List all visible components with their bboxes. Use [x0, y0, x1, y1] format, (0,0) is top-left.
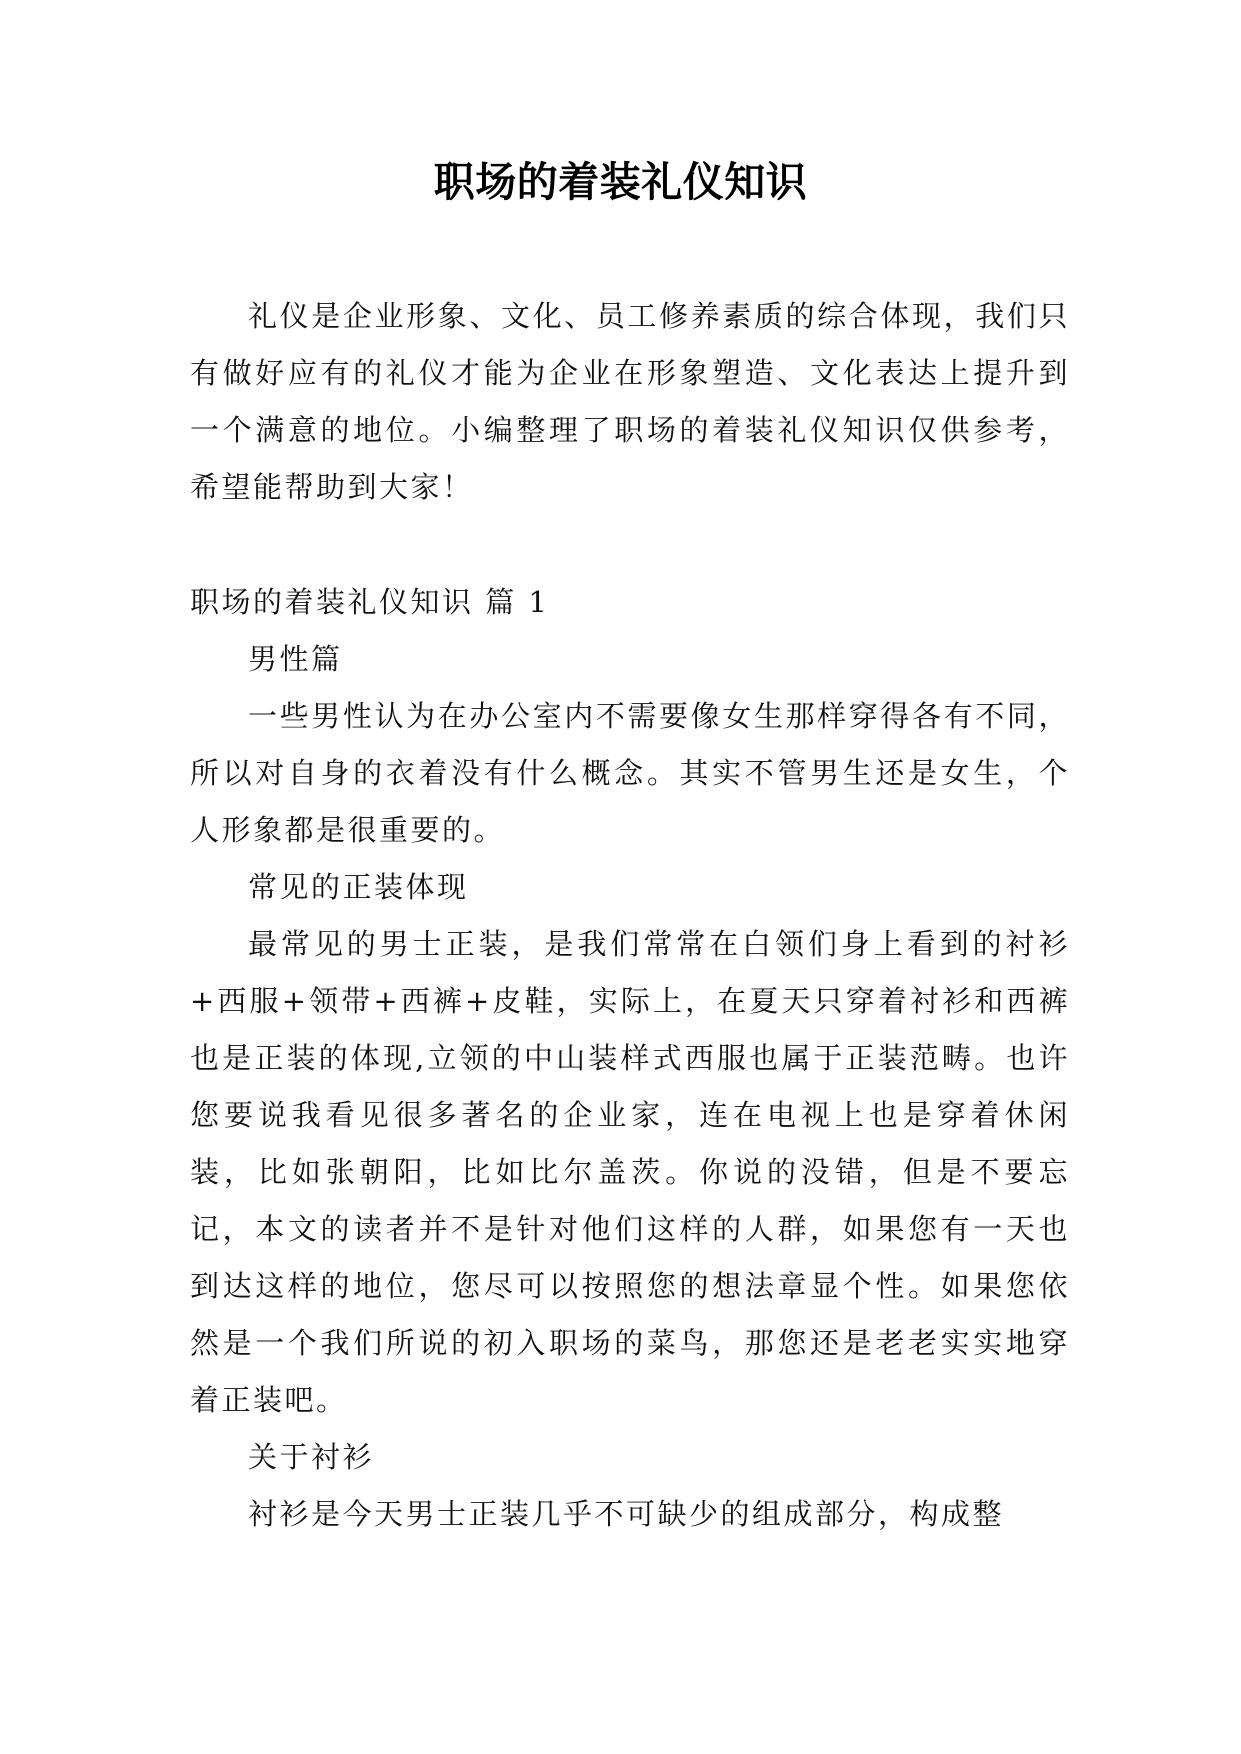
intro-paragraph: 礼仪是企业形象、文化、员工修养素质的综合体现，我们只有做好应有的礼仪才能为企业在形象塑造、文化表达上提升到一个满意的地位。小编整理了职场的着装礼仪知识仅供参考，希望能帮助到大家！ — [190, 299, 1070, 504]
subheading-men: 男性篇 — [248, 642, 343, 676]
document-body — [190, 288, 1070, 1543]
subheading-shirt: 关于衬衫 — [248, 1440, 375, 1474]
section-heading: 职场的着装礼仪知识 篇 1 — [190, 585, 550, 619]
paragraph-men: 一些男性认为在办公室内不需要像女生那样穿得各有不同，所以对自身的衣着没有什么概念。其实不管男生还是女生，个人形象都是很重要的。 — [190, 699, 1070, 847]
document-title: 职场的着装礼仪知识 — [433, 158, 808, 206]
paragraph-shirt: 衬衫是今天男士正装几乎不可缺少的组成部分，构成整 — [248, 1497, 1005, 1531]
paragraph-formal-wear: 最常见的男士正装，是我们常常在白领们身上看到的衬衫+西服+领带+西裤+皮鞋，实际上，在夏天只穿着衬衫和西裤也是正装的体现,立领的中山装样式西服也属于正装范畴。也许您要说我看见很多著名的企业家，连在电视上也是穿着休闲装，比如张朝阳，比如比尔盖茨。你说的没错，但是不要忘记，本文的读者并不是针对他们这样的人群，如果您有一天也到达这样的地位，您尽可以按照您的想法章显个性。如果您依然是一个我们所说的初入职场的菜鸟，那您还是老老实实地穿着正装吧。 — [190, 927, 1070, 1417]
subheading-formal-wear: 常见的正装体现 — [248, 870, 469, 904]
